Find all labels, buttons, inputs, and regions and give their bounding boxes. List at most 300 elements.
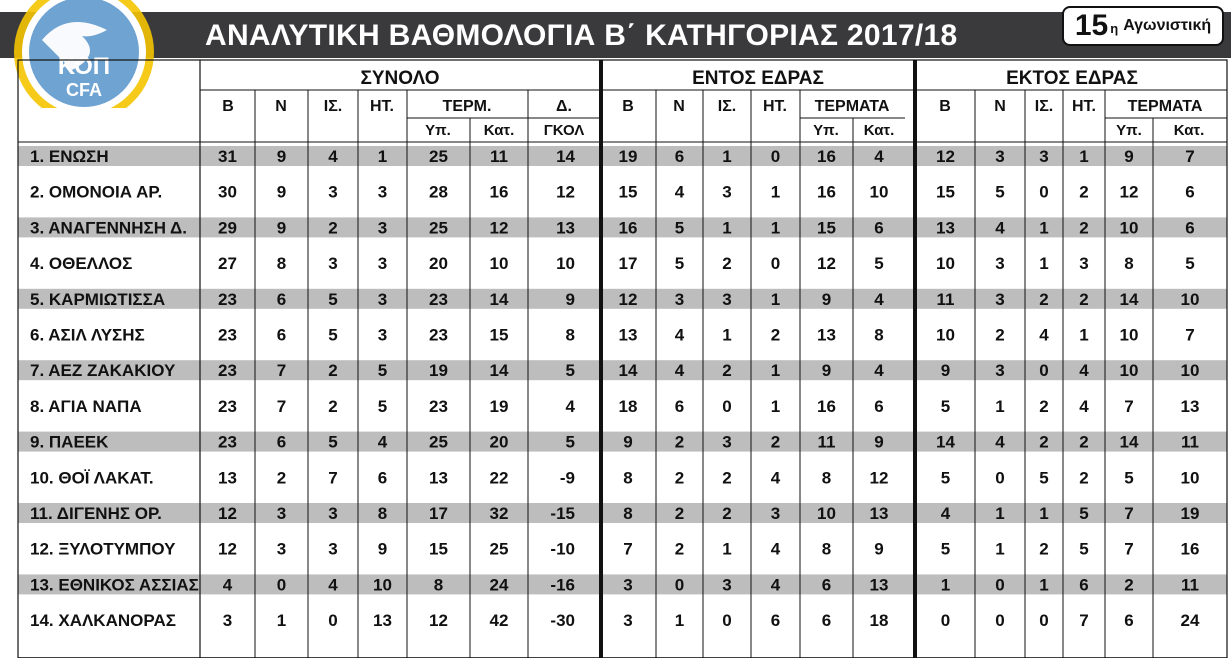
- cell-value: 5: [377, 396, 388, 416]
- cell-value: 1: [276, 611, 287, 631]
- cell-value: 1: [995, 396, 1005, 416]
- cell-value: 7: [1185, 147, 1195, 166]
- team-name: 9. ΠΑΕΕΚ: [30, 432, 109, 452]
- cell-value: 14: [618, 361, 638, 381]
- cell-value: 3: [1079, 254, 1089, 274]
- cell-value: -15: [550, 504, 575, 523]
- cell-value: 2: [674, 504, 685, 523]
- col-header: Ν: [673, 98, 685, 115]
- cell-value: 10: [373, 575, 392, 595]
- cell-value: 13: [1180, 396, 1200, 416]
- cell-value: 1: [674, 611, 685, 631]
- cell-value: 7: [1079, 611, 1089, 631]
- cell-value: 4: [874, 361, 884, 381]
- cell-value: 23: [429, 289, 448, 309]
- cell-value: 2: [328, 361, 338, 381]
- cell-value: 6: [276, 432, 287, 452]
- cell-value: 4: [995, 218, 1005, 238]
- cell-value: 7: [328, 468, 338, 488]
- cell-value: 30: [218, 182, 237, 202]
- cell-value: 0: [328, 611, 338, 631]
- cell-value: 6: [1185, 218, 1195, 238]
- cell-value: 4: [874, 289, 884, 309]
- cell-value: 2: [1124, 575, 1134, 595]
- cell-value: 5: [328, 432, 338, 452]
- cell-value: 0: [1039, 361, 1049, 381]
- cell-value: 10: [1180, 289, 1200, 309]
- cell-value: 1: [940, 575, 951, 595]
- cell-value: 2: [1079, 468, 1089, 488]
- cell-value: 4: [328, 147, 338, 166]
- cell-value: 6: [1185, 182, 1195, 202]
- cell-value: 15: [429, 539, 448, 559]
- cell-value: 42: [489, 611, 509, 631]
- cell-value: 1: [722, 218, 732, 238]
- col-header: ΤΕΡΜΑΤΑ: [1127, 98, 1203, 115]
- cell-value: 5: [940, 539, 951, 559]
- sub-header: Υπ.: [813, 122, 839, 139]
- cell-value: 2: [1039, 396, 1049, 416]
- cell-value: 7: [1124, 539, 1134, 559]
- cell-value: 8: [821, 468, 832, 488]
- col-header: Ν: [275, 98, 287, 115]
- cell-value: 1: [1039, 218, 1049, 238]
- cell-value: 20: [489, 432, 509, 452]
- cell-value: 1: [1039, 254, 1049, 274]
- cell-value: 3: [722, 182, 732, 202]
- cell-value: 1: [770, 396, 781, 416]
- cell-value: 24: [1180, 611, 1200, 631]
- cell-value: 9: [874, 539, 884, 559]
- cell-value: 3: [995, 361, 1005, 381]
- cell-value: 2: [770, 432, 781, 452]
- cell-value: 10: [1180, 361, 1200, 381]
- cell-value: 32: [489, 504, 509, 523]
- cell-value: 14: [489, 289, 509, 309]
- cell-value: 17: [618, 254, 638, 274]
- cell-value: 12: [218, 539, 237, 559]
- cell-value: 5: [940, 396, 951, 416]
- cell-value: 16: [1180, 539, 1200, 559]
- cell-value: 23: [218, 361, 237, 381]
- cell-value: 1: [995, 539, 1005, 559]
- cell-value: 6: [821, 611, 832, 631]
- cell-value: 3: [770, 504, 781, 523]
- sub-header: Κατ.: [483, 122, 515, 139]
- cell-value: 14: [489, 361, 509, 381]
- sub-header: Υπ.: [425, 122, 451, 139]
- cell-value: 5: [377, 361, 388, 381]
- cell-value: 7: [1124, 396, 1134, 416]
- cell-value: 4: [770, 468, 781, 488]
- team-name: 10. ΘΟΪ ΛΑΚΑΤ.: [30, 468, 154, 488]
- cell-value: 3: [328, 182, 338, 202]
- cell-value: 6: [1079, 575, 1089, 595]
- cell-value: 9: [623, 432, 633, 452]
- cell-value: 4: [1079, 361, 1089, 381]
- cell-value: 11: [1181, 432, 1199, 452]
- cell-value: 3: [328, 539, 338, 559]
- cell-value: 3: [1039, 147, 1049, 166]
- cell-value: 3: [276, 539, 287, 559]
- cell-value: 8: [565, 325, 575, 345]
- col-header: Ν: [994, 98, 1006, 115]
- team-name: 5. ΚΑΡΜΙΩΤΙΣΣΑ: [30, 289, 166, 309]
- cell-value: 12: [869, 468, 889, 488]
- cell-value: 0: [722, 611, 732, 631]
- cell-value: 0: [770, 254, 781, 274]
- cell-value: 25: [489, 539, 509, 559]
- cell-value: 23: [429, 396, 448, 416]
- cell-value: 10: [1119, 325, 1139, 345]
- cell-value: 31: [218, 147, 237, 166]
- cell-value: 16: [817, 396, 836, 416]
- cell-value: 3: [995, 254, 1005, 274]
- cell-value: 1: [722, 147, 732, 166]
- cell-value: 2: [328, 396, 338, 416]
- cell-value: 9: [377, 539, 388, 559]
- cell-value: 25: [429, 432, 448, 452]
- cell-value: 6: [821, 575, 832, 595]
- group-title-total: ΣΥΝΟΛΟ: [360, 68, 440, 89]
- cell-value: 9: [940, 361, 951, 381]
- cell-value: 13: [429, 468, 448, 488]
- cell-value: 5: [940, 468, 951, 488]
- cell-value: 3: [623, 575, 633, 595]
- cell-value: 27: [218, 254, 237, 274]
- cell-value: 6: [674, 396, 685, 416]
- cell-value: 13: [618, 325, 638, 345]
- round-suffix: η: [1110, 21, 1119, 36]
- cell-value: 23: [218, 396, 237, 416]
- cell-value: 2: [674, 468, 685, 488]
- cell-value: 9: [821, 361, 832, 381]
- cell-value: 3: [328, 254, 338, 274]
- cell-value: 13: [817, 325, 836, 345]
- cell-value: 22: [489, 468, 509, 488]
- cell-value: 5: [1079, 539, 1089, 559]
- cell-value: 23: [429, 325, 448, 345]
- cell-value: 10: [1119, 218, 1139, 238]
- cell-value: 19: [429, 361, 448, 381]
- team-name: 3. ΑΝΑΓΕΝΝΗΣΗ Δ.: [30, 218, 188, 238]
- cell-value: 14: [556, 147, 575, 166]
- cell-value: 4: [674, 361, 685, 381]
- col-header: ΙΣ.: [717, 98, 737, 115]
- team-name: 1. ΕΝΩΣΗ: [30, 147, 109, 166]
- cell-value: 8: [377, 504, 388, 523]
- cell-value: 4: [674, 325, 685, 345]
- cell-value: 0: [674, 575, 685, 595]
- cell-value: 4: [940, 504, 951, 523]
- cell-value: 10: [556, 254, 575, 274]
- sub-header: Υπ.: [1116, 122, 1142, 139]
- cell-value: 2: [1039, 289, 1049, 309]
- cell-value: 6: [276, 325, 287, 345]
- cell-value: 2: [1079, 218, 1089, 238]
- cell-value: 2: [674, 539, 685, 559]
- cell-value: 2: [722, 254, 732, 274]
- cell-value: 7: [276, 361, 287, 381]
- cell-value: 19: [618, 147, 638, 166]
- cell-value: 3: [377, 182, 388, 202]
- cell-value: 11: [490, 147, 508, 166]
- cell-value: 16: [618, 218, 638, 238]
- cell-value: 14: [936, 432, 955, 452]
- cell-value: 1: [1039, 504, 1049, 523]
- cell-value: 16: [817, 182, 836, 202]
- cell-value: -16: [550, 575, 575, 595]
- cell-value: 4: [565, 396, 575, 416]
- cell-value: 4: [770, 575, 781, 595]
- cell-value: 11: [1181, 575, 1199, 595]
- cell-value: 8: [623, 468, 633, 488]
- cell-value: 0: [722, 396, 732, 416]
- cell-value: 8: [433, 575, 444, 595]
- col-header: ΙΣ.: [1034, 98, 1054, 115]
- cell-value: 7: [623, 539, 633, 559]
- cell-value: 5: [565, 432, 575, 452]
- cell-value: 13: [869, 504, 889, 523]
- cell-value: 0: [276, 575, 287, 595]
- cell-value: 11: [936, 289, 955, 309]
- cell-value: 29: [218, 218, 237, 238]
- cell-value: 12: [936, 147, 955, 166]
- cell-value: 12: [1119, 182, 1139, 202]
- cell-value: 0: [1039, 611, 1049, 631]
- team-name: 4. ΟΘΕΛΛΟΣ: [30, 254, 133, 274]
- round-number: 15: [1074, 9, 1109, 42]
- cell-value: -9: [559, 468, 575, 488]
- cell-value: 12: [556, 182, 575, 202]
- cell-value: 11: [817, 432, 836, 452]
- team-name: 11. ΔΙΓΕΝΗΣ ΟΡ.: [30, 504, 162, 523]
- cell-value: 3: [377, 254, 388, 274]
- team-name: 7. ΑΕΖ ΖΑΚΑΚΙΟΥ: [30, 361, 176, 381]
- cell-value: 1: [770, 182, 781, 202]
- cell-value: 7: [276, 396, 287, 416]
- cell-value: 9: [276, 182, 287, 202]
- cell-value: 23: [218, 289, 237, 309]
- col-header: Δ.: [556, 98, 572, 115]
- col-header: ΤΕΡΜ.: [442, 98, 492, 115]
- cell-value: 6: [674, 147, 685, 166]
- cell-value: 3: [377, 289, 388, 309]
- cell-value: 12: [618, 289, 638, 309]
- svg-text:ΚΟΠ: ΚΟΠ: [57, 53, 111, 80]
- cell-value: 12: [218, 504, 237, 523]
- cell-value: 15: [817, 218, 836, 238]
- cell-value: 6: [874, 396, 884, 416]
- cell-value: 2: [722, 361, 732, 381]
- cell-value: 25: [429, 218, 448, 238]
- cell-value: 3: [995, 147, 1005, 166]
- cell-value: 8: [821, 539, 832, 559]
- cell-value: 23: [218, 325, 237, 345]
- team-name: 6. ΑΣΙΛ ΛΥΣΗΣ: [30, 325, 145, 345]
- cell-value: 10: [1180, 468, 1200, 488]
- cell-value: 19: [489, 396, 509, 416]
- cell-value: 16: [817, 147, 836, 166]
- cell-value: 8: [276, 254, 287, 274]
- cell-value: -10: [550, 539, 575, 559]
- cell-value: 3: [722, 575, 732, 595]
- cell-value: 13: [556, 218, 575, 238]
- col-header: ΗΤ.: [762, 98, 788, 115]
- cell-value: 5: [1039, 468, 1049, 488]
- sub-header: Κατ.: [863, 122, 895, 139]
- cell-value: 2: [276, 468, 287, 488]
- cell-value: 13: [869, 575, 889, 595]
- cell-value: 18: [869, 611, 889, 631]
- cell-value: 1: [722, 539, 732, 559]
- group-title-home: ΕΝΤΟΣ ΕΔΡΑΣ: [692, 68, 824, 89]
- cell-value: 10: [936, 325, 955, 345]
- cell-value: 3: [377, 325, 388, 345]
- cell-value: 10: [1119, 361, 1139, 381]
- cell-value: 1: [770, 218, 781, 238]
- cell-value: 8: [623, 504, 633, 523]
- cell-value: 0: [770, 147, 781, 166]
- cell-value: 15: [489, 325, 509, 345]
- cell-value: 4: [770, 539, 781, 559]
- cell-value: 0: [995, 611, 1005, 631]
- cell-value: 2: [770, 325, 781, 345]
- col-header: ΙΣ.: [323, 98, 343, 115]
- cell-value: 0: [995, 575, 1005, 595]
- cell-value: 5: [674, 254, 685, 274]
- cell-value: 10: [936, 254, 955, 274]
- cell-value: 3: [222, 611, 233, 631]
- cell-value: 5: [1079, 504, 1089, 523]
- cell-value: 9: [276, 218, 287, 238]
- cell-value: 10: [817, 504, 836, 523]
- cell-value: 8: [874, 325, 884, 345]
- cell-value: 17: [429, 504, 448, 523]
- team-name: 14. ΧΑΛΚΑΝΟΡΑΣ: [30, 611, 176, 631]
- svg-text:CFA: CFA: [66, 80, 102, 100]
- cell-value: 8: [1124, 254, 1134, 274]
- cell-value: 6: [1124, 611, 1134, 631]
- cell-value: 15: [936, 182, 955, 202]
- cell-value: 3: [674, 289, 685, 309]
- col-header: ΤΕΡΜΑΤΑ: [814, 98, 890, 115]
- cell-value: 1: [770, 361, 781, 381]
- cell-value: 7: [1185, 325, 1195, 345]
- team-name: 2. ΟΜΟΝΟΙΑ ΑΡ.: [30, 182, 163, 202]
- cell-value: 5: [328, 325, 338, 345]
- cell-value: 2: [722, 468, 732, 488]
- cell-value: 13: [373, 611, 392, 631]
- cell-value: 0: [1039, 182, 1049, 202]
- cell-value: 2: [1079, 182, 1089, 202]
- round-label: Αγωνιστική: [1123, 17, 1212, 34]
- cell-value: 0: [995, 468, 1005, 488]
- cell-value: 13: [218, 468, 237, 488]
- cell-value: 2: [1079, 289, 1089, 309]
- cell-value: 2: [328, 218, 338, 238]
- cell-value: 13: [936, 218, 955, 238]
- cell-value: 3: [623, 611, 633, 631]
- cell-value: 4: [674, 182, 685, 202]
- cell-value: 3: [328, 504, 338, 523]
- cell-value: 5: [565, 361, 575, 381]
- cell-value: 4: [1079, 396, 1089, 416]
- cell-value: 6: [377, 468, 388, 488]
- cell-value: 4: [377, 432, 388, 452]
- cell-value: 3: [276, 504, 287, 523]
- cell-value: 12: [489, 218, 509, 238]
- col-header: ΗΤ.: [369, 98, 395, 115]
- cell-value: 2: [1039, 432, 1049, 452]
- cell-value: 7: [1124, 504, 1134, 523]
- cell-value: 14: [1119, 432, 1139, 452]
- team-name: 8. ΑΓΙΑ ΝΑΠΑ: [30, 396, 142, 416]
- cell-value: 1: [1039, 575, 1049, 595]
- cell-value: 4: [328, 575, 338, 595]
- cell-value: -30: [550, 611, 575, 631]
- cell-value: 5: [1185, 254, 1195, 274]
- cell-value: 5: [874, 254, 884, 274]
- cell-value: 1: [1079, 325, 1089, 345]
- cell-value: 1: [722, 325, 732, 345]
- cell-value: 6: [276, 289, 287, 309]
- cell-value: 5: [674, 218, 685, 238]
- cell-value: 4: [995, 432, 1005, 452]
- cell-value: 9: [1124, 147, 1134, 166]
- cell-value: 20: [429, 254, 448, 274]
- cell-value: 9: [565, 289, 575, 309]
- cell-value: 12: [429, 611, 448, 631]
- cell-value: 1: [377, 147, 388, 166]
- cell-value: 3: [722, 432, 732, 452]
- cell-value: 9: [821, 289, 832, 309]
- page-title: ΑΝΑΛΥΤΙΚΗ ΒΑΘΜΟΛΟΓΙΑ Β΄ ΚΑΤΗΓΟΡΙΑΣ 2017/18: [205, 19, 958, 52]
- cell-value: 3: [377, 218, 388, 238]
- cell-value: 2: [995, 325, 1005, 345]
- cell-value: 1: [770, 289, 781, 309]
- cell-value: 24: [489, 575, 509, 595]
- cell-value: 4: [222, 575, 233, 595]
- cell-value: 10: [869, 182, 889, 202]
- group-title-away: ΕΚΤΟΣ ΕΔΡΑΣ: [1006, 68, 1138, 89]
- cell-value: 18: [618, 396, 638, 416]
- col-header: Β: [622, 98, 634, 115]
- cell-value: 5: [995, 182, 1005, 202]
- cell-value: 9: [874, 432, 884, 452]
- cell-value: 2: [1079, 432, 1089, 452]
- col-header: ΗΤ.: [1071, 98, 1097, 115]
- cell-value: 28: [429, 182, 448, 202]
- sub-header: ΓΚΟΛ: [543, 122, 585, 139]
- col-header: Β: [222, 98, 234, 115]
- sub-header: Κατ.: [1173, 122, 1205, 139]
- cell-value: 14: [1119, 289, 1139, 309]
- cell-value: 4: [1039, 325, 1049, 345]
- team-name: 12. ΞΥΛΟΤΥΜΠΟΥ: [30, 539, 176, 559]
- cell-value: 1: [995, 504, 1005, 523]
- cell-value: 5: [1124, 468, 1134, 488]
- cell-value: 23: [218, 432, 237, 452]
- cell-value: 1: [1079, 147, 1089, 166]
- cell-value: 2: [674, 432, 685, 452]
- cell-value: 6: [874, 218, 884, 238]
- cell-value: 19: [1180, 504, 1200, 523]
- cell-value: 2: [1039, 539, 1049, 559]
- cell-value: 25: [429, 147, 448, 166]
- cell-value: 6: [770, 611, 781, 631]
- team-name: 13. ΕΘΝΙΚΟΣ ΑΣΣΙΑΣ: [30, 575, 199, 595]
